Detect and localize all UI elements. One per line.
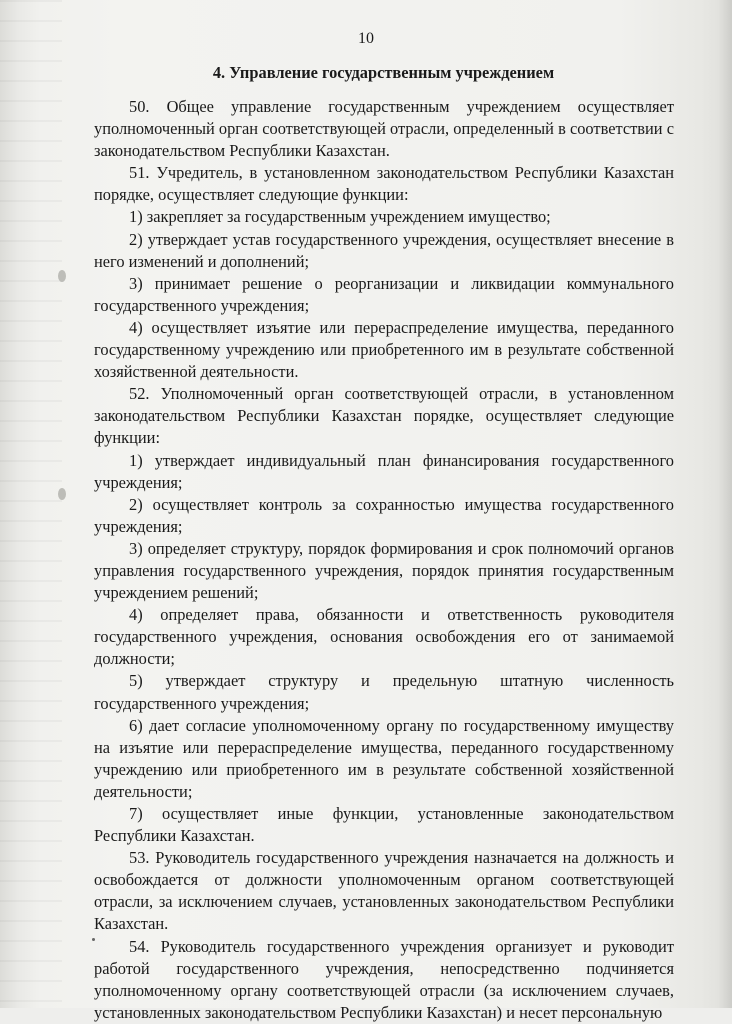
paragraph: 4) осуществляет изъятие или перераспределение имущества, переданного государственному учреждению или приобретенного им в результате собственной хозяйственной деятельности. [94, 317, 674, 382]
paragraph: 2) осуществляет контроль за сохранностью имущества государственного учреждения; [94, 494, 674, 536]
page-number: 10 [358, 30, 374, 47]
punch-hole [58, 270, 66, 282]
paragraph: 5) утверждает структуру и предельную штатную численность государственного учреждения; [94, 671, 674, 713]
right-page-edge [718, 0, 732, 1008]
document-body [94, 96, 674, 1024]
paragraph: 51. Учредитель, в установленном законодательством Республики Казахстан порядке, осуществляет следующие функции: [94, 163, 674, 205]
scan-speck [92, 938, 95, 941]
punch-hole [58, 488, 66, 500]
paragraph: 2) утверждает устав государственного учреждения, осуществляет внесение в него изменений и дополнений; [94, 229, 674, 271]
paragraph: 53. Руководитель государственного учреждения назначается на должность и освобождается от должности уполномоченным органом соответствующей отрасли, за исключением случаев, установленных законодательством Республики Казахстан. [94, 848, 674, 934]
paragraph: 54. Руководитель государственного учреждения организует и руководит работой государственного учреждения, непосредственно подчиняется уполномоченному органу соответствующей отрасли (за исключением случаев, установленных законодательством Республики Казахстан) и несет персональную [94, 936, 674, 1022]
paragraph: 50. Общее управление государственным учреждением осуществляет уполномоченный орган соответствующей отрасли, определенный в соответствии с законодательством Республики Казахстан. [94, 97, 674, 161]
paragraph: 6) дает согласие уполномоченному органу по государственному имуществу на изъятие или перераспределение имущества, переданного государственному учреждению или приобретенного им в результате собственной хозяйственной деятельности; [94, 715, 674, 801]
paragraph: 1) закрепляет за государственным учреждением имущество; [129, 207, 551, 227]
paragraph: 7) осуществляет иные функции, установленные законодательством Республики Казахстан. [94, 804, 674, 846]
paragraph: 3) определяет структуру, порядок формирования и срок полномочий органов управления государственного учреждения, порядок принятия государственным учреждением решений; [94, 538, 674, 603]
paragraph: 1) утверждает индивидуальный план финансирования государственного учреждения; [94, 450, 674, 492]
paragraph: 3) принимает решение о реорганизации и ликвидации коммунального государственного учреждения; [94, 273, 674, 315]
paragraph: 52. Уполномоченный орган соответствующей отрасли, в установленном законодательством Республики Казахстан порядке, осуществляет следующие функции: [94, 384, 674, 448]
section-title: 4. Управление государственным учреждением [212, 63, 555, 82]
paragraph: 4) определяет права, обязанности и ответственность руководителя государственного учреждения, основания освобождения его от занимаемой должности; [94, 605, 674, 669]
left-bleed-through [0, 0, 62, 1008]
